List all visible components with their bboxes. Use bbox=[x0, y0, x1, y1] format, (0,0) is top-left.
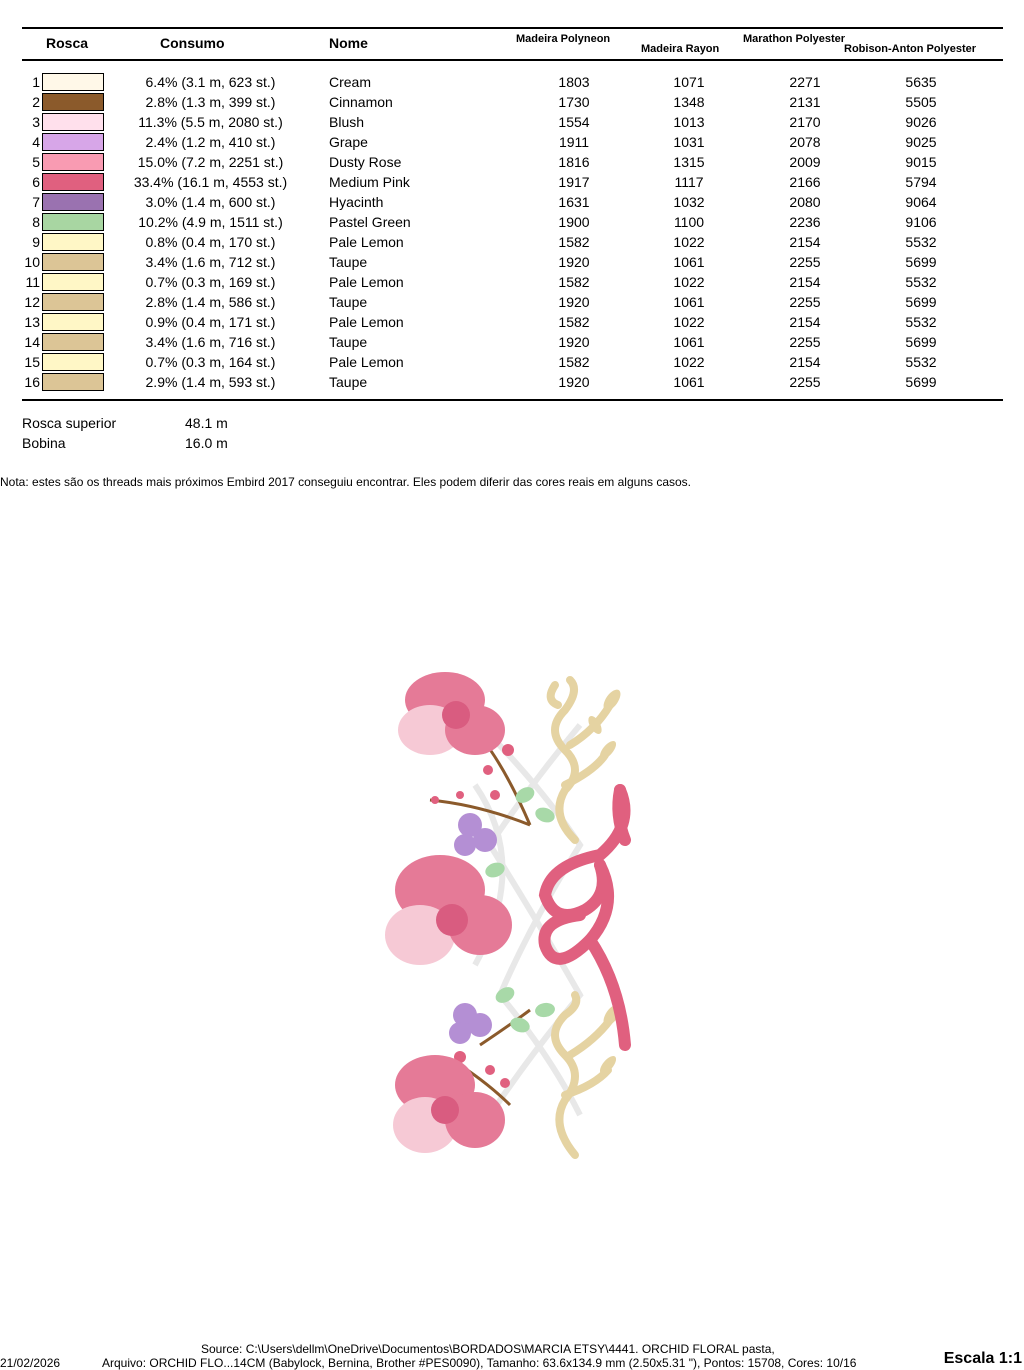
rosca-superior-label: Rosca superior bbox=[22, 415, 117, 431]
cell-consumo: 0.7% (0.3 m, 164 st.) bbox=[145, 354, 276, 370]
cell-ma: 2255 bbox=[789, 374, 821, 390]
cell-ra: 5532 bbox=[905, 234, 937, 250]
gold-scroll-top bbox=[551, 680, 610, 840]
cell-nome: Medium Pink bbox=[329, 174, 410, 190]
cell-ra: 5699 bbox=[905, 374, 937, 390]
cell-ma: 2131 bbox=[789, 94, 821, 110]
cell-mp: 1554 bbox=[558, 114, 590, 130]
color-swatch bbox=[42, 173, 104, 191]
cell-ma: 2154 bbox=[789, 234, 821, 250]
cell-n: 9 bbox=[32, 234, 40, 250]
cell-nome: Pale Lemon bbox=[329, 274, 404, 290]
cell-consumo: 3.4% (1.6 m, 712 st.) bbox=[145, 254, 276, 270]
color-swatch bbox=[42, 293, 104, 311]
cell-n: 15 bbox=[24, 354, 40, 370]
cell-nome: Taupe bbox=[329, 334, 368, 350]
footer-arquivo: Arquivo: ORCHID FLO...14CM (Babylock, Bernina, Brother #PES0090), Tamanho: 63.6x134.9 mm (2.50x5.31 "), Pontos: 15708, Cores: 10/16 bbox=[102, 1356, 857, 1370]
cell-mr: 1022 bbox=[673, 274, 705, 290]
cell-mr: 1013 bbox=[673, 114, 705, 130]
table-bottom-rule bbox=[22, 399, 1003, 401]
cell-mr: 1061 bbox=[673, 254, 705, 270]
cell-ra: 5794 bbox=[905, 174, 937, 190]
cell-nome: Cinnamon bbox=[329, 94, 393, 110]
cell-ma: 2154 bbox=[789, 314, 821, 330]
cell-n: 13 bbox=[24, 314, 40, 330]
table-header-rule bbox=[22, 59, 1003, 61]
cell-n: 4 bbox=[32, 134, 40, 150]
table-row bbox=[0, 232, 1024, 252]
header-robison-anton-polyester: Robison-Anton Polyester bbox=[844, 43, 977, 55]
cell-nome: Blush bbox=[329, 114, 365, 130]
cell-mp: 1582 bbox=[558, 314, 590, 330]
color-swatch bbox=[42, 213, 104, 231]
footer-scale: Escala 1:1 bbox=[943, 1350, 1022, 1367]
cell-ra: 5532 bbox=[905, 314, 937, 330]
color-swatch bbox=[42, 273, 104, 291]
cell-ra: 5635 bbox=[905, 74, 937, 90]
cell-mr: 1022 bbox=[673, 234, 705, 250]
cell-ra: 5699 bbox=[905, 254, 937, 270]
cell-consumo: 3.4% (1.6 m, 716 st.) bbox=[145, 334, 276, 350]
cell-ma: 2154 bbox=[789, 354, 821, 370]
cell-mp: 1920 bbox=[558, 254, 590, 270]
cell-ra: 5505 bbox=[905, 94, 937, 110]
cell-nome: Taupe bbox=[329, 254, 368, 270]
table-row bbox=[0, 172, 1024, 192]
cell-n: 10 bbox=[24, 254, 40, 270]
cell-n: 12 bbox=[24, 294, 40, 310]
header-marathon-polyester: Marathon Polyester bbox=[743, 33, 846, 45]
cell-nome: Taupe bbox=[329, 294, 368, 310]
cell-n: 11 bbox=[25, 274, 40, 290]
cell-mr: 1071 bbox=[673, 74, 705, 90]
cell-consumo: 2.8% (1.4 m, 586 st.) bbox=[145, 294, 276, 310]
cell-nome: Taupe bbox=[329, 374, 368, 390]
cell-mp: 1900 bbox=[558, 214, 590, 230]
cell-ma: 2236 bbox=[789, 214, 821, 230]
cell-consumo: 0.8% (0.4 m, 170 st.) bbox=[145, 234, 276, 250]
color-swatch bbox=[42, 153, 104, 171]
cell-mr: 1022 bbox=[673, 354, 705, 370]
rosca-superior-value: 48.1 m bbox=[185, 415, 228, 431]
cell-mp: 1582 bbox=[558, 234, 590, 250]
cell-ma: 2170 bbox=[789, 114, 821, 130]
cell-ra: 5699 bbox=[905, 294, 937, 310]
cell-n: 16 bbox=[24, 374, 40, 390]
gold-scroll-bottom bbox=[555, 995, 610, 1155]
cell-nome: Pale Lemon bbox=[329, 354, 404, 370]
color-swatch bbox=[42, 133, 104, 151]
cell-ma: 2009 bbox=[789, 154, 821, 170]
cell-ra: 9015 bbox=[905, 154, 937, 170]
cell-n: 5 bbox=[32, 154, 40, 170]
cell-ma: 2255 bbox=[789, 334, 821, 350]
cell-mr: 1032 bbox=[673, 194, 705, 210]
embroidery-design-preview bbox=[380, 665, 650, 1175]
cell-nome: Dusty Rose bbox=[329, 154, 402, 170]
cell-consumo: 6.4% (3.1 m, 623 st.) bbox=[145, 74, 276, 90]
cell-ra: 5532 bbox=[905, 274, 937, 290]
cell-ma: 2271 bbox=[789, 74, 821, 90]
color-swatch bbox=[42, 233, 104, 251]
cell-consumo: 2.9% (1.4 m, 593 st.) bbox=[145, 374, 276, 390]
footer-source: Source: C:\Users\dellm\OneDrive\Documentos\BORDADOS\MARCIA ETSY\4441. ORCHID FLORAL pasta, bbox=[201, 1342, 775, 1356]
cell-mr: 1315 bbox=[673, 154, 705, 170]
cell-n: 3 bbox=[32, 114, 40, 130]
cell-n: 7 bbox=[32, 194, 40, 210]
cell-mr: 1031 bbox=[673, 134, 705, 150]
cell-mp: 1920 bbox=[558, 374, 590, 390]
cell-ma: 2154 bbox=[789, 274, 821, 290]
header-madeira-polyneon: Madeira Polyneon bbox=[516, 33, 611, 45]
table-row bbox=[0, 152, 1024, 172]
table-row bbox=[0, 252, 1024, 272]
table-row bbox=[0, 292, 1024, 312]
cell-n: 6 bbox=[32, 174, 40, 190]
cell-mp: 1911 bbox=[558, 134, 590, 150]
cell-mp: 1920 bbox=[558, 334, 590, 350]
cell-ma: 2078 bbox=[789, 134, 821, 150]
cell-ra: 5532 bbox=[905, 354, 937, 370]
cell-ma: 2166 bbox=[789, 174, 821, 190]
table-row bbox=[0, 372, 1024, 392]
header-nome: Nome bbox=[329, 35, 368, 51]
table-row bbox=[0, 212, 1024, 232]
cell-ra: 9106 bbox=[905, 214, 937, 230]
cell-mr: 1117 bbox=[674, 174, 704, 190]
table-top-rule bbox=[22, 27, 1003, 29]
cell-n: 2 bbox=[32, 94, 40, 110]
cell-consumo: 33.4% (16.1 m, 4553 st.) bbox=[133, 174, 288, 190]
cell-mp: 1730 bbox=[558, 94, 590, 110]
footer-date: 21/02/2026 bbox=[0, 1356, 61, 1370]
cell-mp: 1582 bbox=[558, 354, 590, 370]
cell-consumo: 0.9% (0.4 m, 171 st.) bbox=[145, 314, 276, 330]
thread-note: Nota: estes são os threads mais próximos Embird 2017 conseguiu encontrar. Eles podem diferir das cores reais em alguns casos. bbox=[0, 475, 692, 489]
color-swatch bbox=[42, 113, 104, 131]
cell-consumo: 2.8% (1.3 m, 399 st.) bbox=[145, 94, 276, 110]
cell-ma: 2255 bbox=[789, 254, 821, 270]
cell-mp: 1803 bbox=[558, 74, 590, 90]
cell-ra: 9025 bbox=[905, 134, 937, 150]
cell-mp: 1631 bbox=[558, 194, 590, 210]
color-swatch bbox=[42, 253, 104, 271]
color-swatch bbox=[42, 93, 104, 111]
ribbon-bow bbox=[544, 790, 625, 1045]
color-swatch bbox=[42, 353, 104, 371]
cell-consumo: 15.0% (7.2 m, 2251 st.) bbox=[137, 154, 284, 170]
cell-nome: Cream bbox=[329, 74, 372, 90]
bobina-label: Bobina bbox=[22, 435, 66, 451]
table-row bbox=[0, 132, 1024, 152]
cell-nome: Hyacinth bbox=[329, 194, 384, 210]
cell-consumo: 2.4% (1.2 m, 410 st.) bbox=[145, 134, 276, 150]
cell-mr: 1061 bbox=[673, 374, 705, 390]
cell-mp: 1920 bbox=[558, 294, 590, 310]
color-swatch bbox=[42, 193, 104, 211]
cell-consumo: 0.7% (0.3 m, 169 st.) bbox=[145, 274, 276, 290]
color-swatch bbox=[42, 313, 104, 331]
header-consumo: Consumo bbox=[160, 35, 225, 51]
cell-consumo: 3.0% (1.4 m, 600 st.) bbox=[145, 194, 276, 210]
cell-mr: 1348 bbox=[673, 94, 705, 110]
cell-consumo: 11.3% (5.5 m, 2080 st.) bbox=[138, 114, 283, 130]
table-row bbox=[0, 272, 1024, 292]
cell-mr: 1061 bbox=[673, 334, 705, 350]
cell-ra: 9064 bbox=[905, 194, 937, 210]
cell-nome: Pastel Green bbox=[329, 214, 411, 230]
cell-mr: 1022 bbox=[673, 314, 705, 330]
cell-mr: 1061 bbox=[673, 294, 705, 310]
cell-n: 8 bbox=[32, 214, 40, 230]
cell-ma: 2255 bbox=[789, 294, 821, 310]
table-row bbox=[0, 332, 1024, 352]
cell-nome: Pale Lemon bbox=[329, 234, 404, 250]
table-row bbox=[0, 192, 1024, 212]
cell-mp: 1917 bbox=[558, 174, 590, 190]
cell-nome: Grape bbox=[329, 134, 368, 150]
table-row bbox=[0, 352, 1024, 372]
table-row bbox=[0, 312, 1024, 332]
cell-mp: 1582 bbox=[558, 274, 590, 290]
cell-nome: Pale Lemon bbox=[329, 314, 404, 330]
cell-mp: 1816 bbox=[558, 154, 590, 170]
table-row bbox=[0, 112, 1024, 132]
color-swatch bbox=[42, 373, 104, 391]
table-row bbox=[0, 72, 1024, 92]
cell-consumo: 10.2% (4.9 m, 1511 st.) bbox=[138, 214, 283, 230]
header-madeira-rayon: Madeira Rayon bbox=[641, 43, 720, 55]
orchid-top bbox=[398, 672, 505, 755]
cell-ra: 5699 bbox=[905, 334, 937, 350]
cell-n: 1 bbox=[32, 74, 40, 90]
cell-ra: 9026 bbox=[905, 114, 937, 130]
color-swatch bbox=[42, 73, 104, 91]
color-swatch bbox=[42, 333, 104, 351]
header-rosca: Rosca bbox=[46, 35, 89, 51]
cell-n: 14 bbox=[24, 334, 40, 350]
table-row bbox=[0, 92, 1024, 112]
cell-ma: 2080 bbox=[789, 194, 821, 210]
bobina-value: 16.0 m bbox=[185, 435, 228, 451]
cell-mr: 1100 bbox=[673, 214, 705, 230]
